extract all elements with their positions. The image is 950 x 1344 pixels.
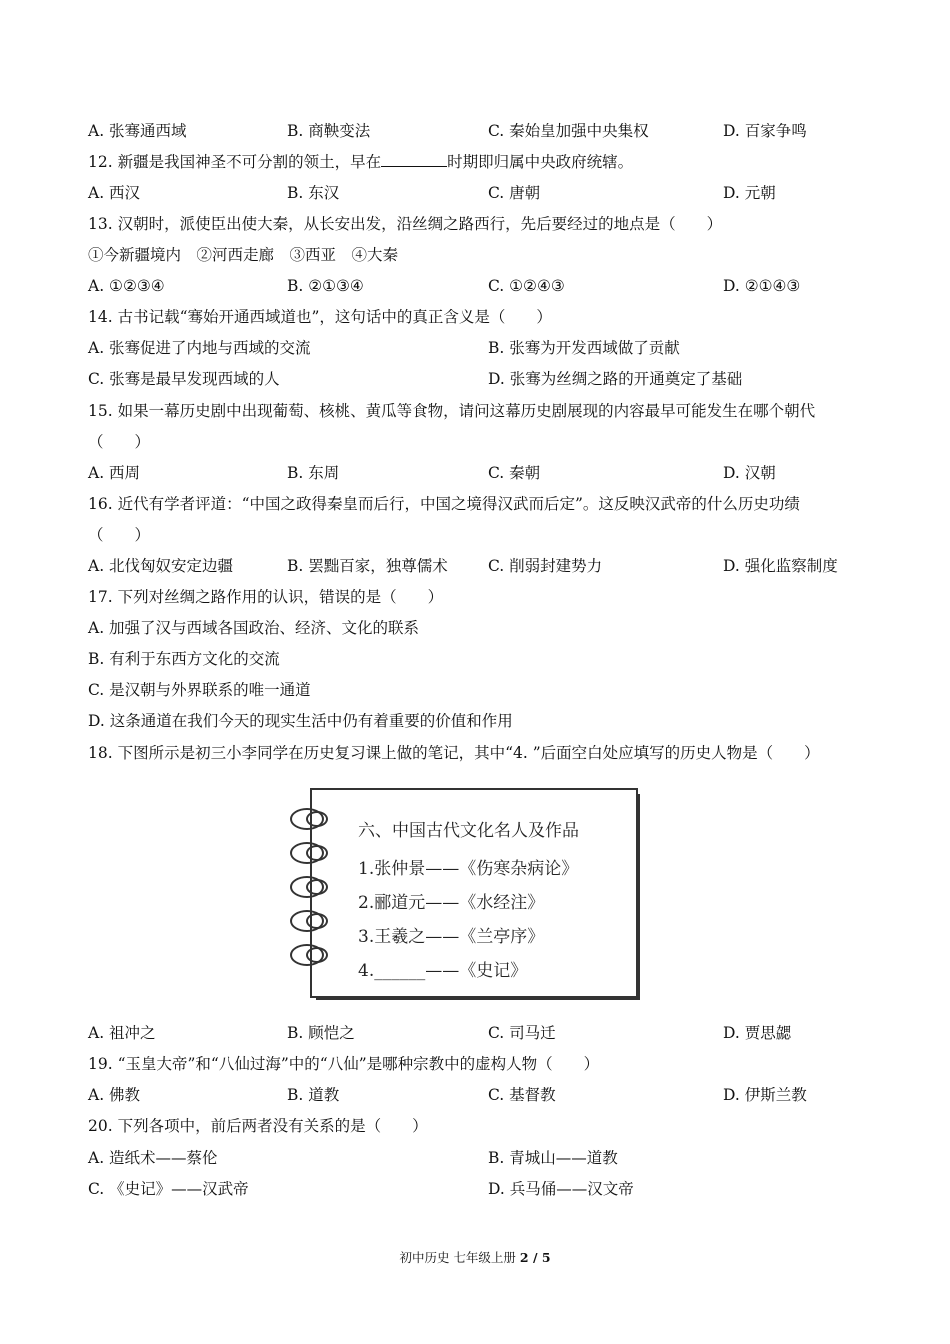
q12-blank [381, 152, 447, 167]
q18-option-b: B. 顾恺之 [287, 1024, 355, 1042]
page-number: 2 / 5 [519, 1250, 551, 1265]
q12-stem [88, 152, 633, 172]
q13-items: ①今新疆境内 ②河西走廊 ③西亚 ④大秦 [88, 246, 399, 264]
q17-option-c: C. 是汉朝与外界联系的唯一通道 [88, 681, 311, 699]
q11-option-d: D. 百家争鸣 [723, 122, 807, 140]
q16-option-c: C. 削弱封建势力 [488, 557, 603, 575]
q20-stem: 20. 下列各项中，前后两者没有关系的是（ ） [88, 1117, 428, 1135]
q18-option-a: A. 祖冲之 [88, 1024, 156, 1042]
q16-stem: 16. 近代有学者评道：“中国之政得秦皇而后行，中国之境得汉武而后定”。这反映汉武帝的什么历史功绩 [88, 495, 800, 513]
q12-option-d: D. 元朝 [723, 184, 776, 202]
q17-option-d: D. 这条通道在我们今天的现实生活中仍有着重要的价值和作用 [88, 712, 513, 730]
q15-stem: 15. 如果一幕历史剧中出现葡萄、核桃、黄瓜等食物，请问这幕历史剧展现的内容最早可能发生在哪个朝代 [88, 402, 816, 420]
q18-option-c: C. 司马迁 [488, 1024, 556, 1042]
q14-option-c: C. 张骞是最早发现西域的人 [88, 370, 280, 388]
spiral-ring-inner [306, 947, 328, 963]
q12-option-a: A. 西汉 [88, 184, 141, 202]
q14-option-a: A. 张骞促进了内地与西域的交流 [88, 339, 311, 357]
q13-option-c: C. ①②④③ [488, 277, 565, 295]
q16-option-b: B. 罢黜百家，独尊儒术 [287, 557, 448, 575]
q14-option-b: B. 张骞为开发西域做了贡献 [488, 339, 680, 357]
notebook-line-4: 4.______——《史记》 [358, 961, 528, 981]
q19-option-b: B. 道教 [287, 1086, 340, 1104]
q12-stem-b: 时期即归属中央政府统辖。 [447, 153, 634, 171]
q18-option-d: D. 贾思勰 [723, 1024, 792, 1042]
q15-option-d: D. 汉朝 [723, 464, 776, 482]
q12-option-c: C. 唐朝 [488, 184, 541, 202]
q16-paren: （ ） [88, 526, 151, 544]
q12-stem-a: 12. 新疆是我国神圣不可分割的领土，早在 [88, 153, 382, 171]
q15-paren: （ ） [88, 433, 151, 451]
notebook-figure [286, 786, 640, 1000]
q12-option-b: B. 东汉 [287, 184, 340, 202]
q14-option-d: D. 张骞为丝绸之路的开通奠定了基础 [488, 370, 743, 388]
notebook-line-1: 1.张仲景——《伤寒杂病论》 [358, 859, 579, 879]
footer-text: 初中历史 七年级上册 [399, 1250, 520, 1265]
q15-option-c: C. 秦朝 [488, 464, 541, 482]
q20-option-c: C. 《史记》——汉武帝 [88, 1180, 249, 1198]
spiral-ring-inner [306, 913, 328, 929]
notebook-line-3: 3.王羲之——《兰亭序》 [358, 927, 545, 947]
q15-option-a: A. 西周 [88, 464, 141, 482]
spiral-ring-inner [306, 879, 328, 895]
spiral-ring-inner [306, 811, 328, 827]
q13-option-a: A. ①②③④ [88, 277, 165, 295]
q11-option-c: C. 秦始皇加强中央集权 [488, 122, 649, 140]
q11-option-b: B. 商鞅变法 [287, 122, 371, 140]
notebook-title: 六、中国古代文化名人及作品 [358, 821, 579, 841]
q19-option-a: A. 佛教 [88, 1086, 141, 1104]
q13-stem: 13. 汉朝时，派使臣出使大秦，从长安出发，沿丝绸之路西行，先后要经过的地点是（ ） [88, 215, 723, 233]
spiral-ring-inner [306, 845, 328, 861]
q18-stem: 18. 下图所示是初三小李同学在历史复习课上做的笔记，其中“4. ”后面空白处应填写的历史人物是（ ） [88, 744, 820, 762]
q20-option-d: D. 兵马俑——汉文帝 [488, 1180, 634, 1198]
q20-option-b: B. 青城山——道教 [488, 1149, 618, 1167]
q16-option-d: D. 强化监察制度 [723, 557, 838, 575]
q13-option-d: D. ②①④③ [723, 277, 801, 295]
page-footer [0, 1248, 950, 1266]
q19-stem: 19. “玉皇大帝”和“八仙过海”中的“八仙”是哪种宗教中的虚构人物（ ） [88, 1055, 600, 1073]
q16-option-a: A. 北伐匈奴安定边疆 [88, 557, 234, 575]
q17-stem: 17. 下列对丝绸之路作用的认识，错误的是（ ） [88, 588, 444, 606]
q11-option-a: A. 张骞通西域 [88, 122, 187, 140]
notebook-line-2: 2.郦道元——《水经注》 [358, 893, 545, 913]
q20-option-a: A. 造纸术——蔡伦 [88, 1149, 218, 1167]
q14-stem: 14. 古书记载“骞始开通西域道也”，这句话中的真正含义是（ ） [88, 308, 552, 326]
q19-option-c: C. 基督教 [488, 1086, 556, 1104]
q13-option-b: B. ②①③④ [287, 277, 364, 295]
q15-option-b: B. 东周 [287, 464, 340, 482]
q19-option-d: D. 伊斯兰教 [723, 1086, 807, 1104]
q17-option-b: B. 有利于东西方文化的交流 [88, 650, 280, 668]
q17-option-a: A. 加强了汉与西域各国政治、经济、文化的联系 [88, 619, 420, 637]
